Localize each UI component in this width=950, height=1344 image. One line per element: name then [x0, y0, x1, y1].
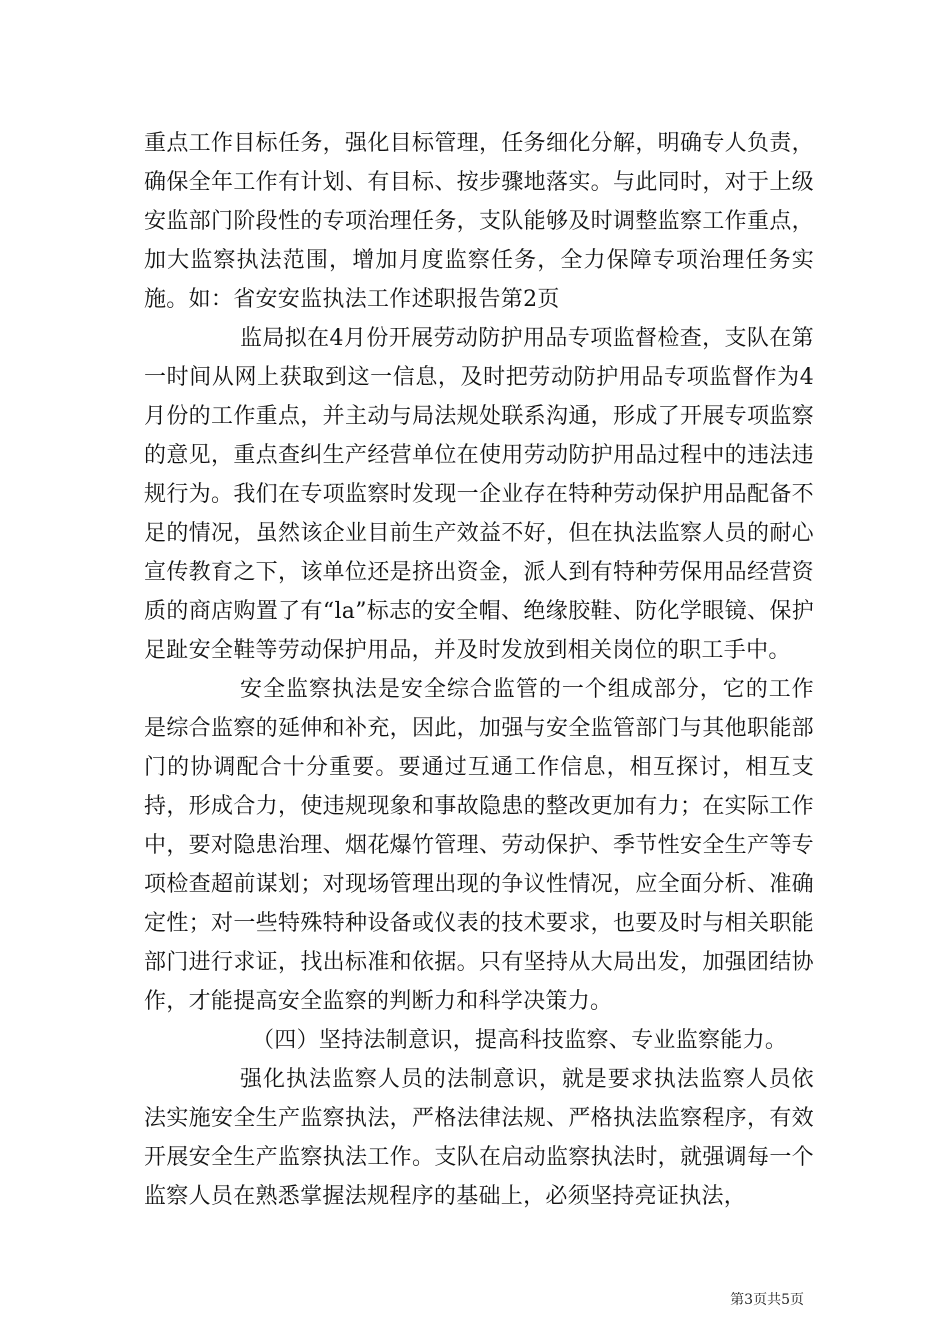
paragraph-1: 重点工作目标任务，强化目标管理，任务细化分解，明确专人负责，确保全年工作有计划、有目标、按步骤地落实。与此同时，对于上级安监部门阶段性的专项治理任务，支队能够及时调整监察工作重点，加大监察执法范围，增加月度监察任务，全力保障专项治理任务实施。如：省安安监执法工作述职报告第2页 — [144, 131, 814, 312]
document-body — [144, 124, 814, 1216]
paragraph-3: 安全监察执法是安全综合监管的一个组成部分，它的工作是综合监察的延伸和补充，因此，加强与安全监管部门与其他职能部门的协调配合十分重要。要通过互通工作信息，相互探讨，相互支持，形成合力，使违规现象和事故隐患的整改更加有力；在实际工作中，要对隐患治理、烟花爆竹管理、劳动保护、季节性安全生产等专项检查超前谋划；对现场管理出现的争议性情况，应全面分析、准确定性；对一些特殊特种设备或仪表的技术要求，也要及时与相关职能部门进行求证，找出标准和依据。只有坚持从大局出发，加强团结协作，才能提高安全监察的判断力和科学决策力。 — [144, 677, 814, 1014]
page-number-footer: 第3页共5页 — [730, 1292, 804, 1308]
paragraph-2: 监局拟在4月份开展劳动防护用品专项监督检查，支队在第一时间从网上获取到这一信息，及时把劳动防护用品专项监督作为4月份的工作重点，并主动与局法规处联系沟通，形成了开展专项监察的意见，重点查纠生产经营单位在使用劳动防护用品过程中的违法违规行为。我们在专项监察时发现一企业存在特种劳动保护用品配备不足的情况，虽然该企业目前生产效益不好，但在执法监察人员的耐心宣传教育之下，该单位还是挤出资金，派人到有特种劳保用品经营资质的商店购置了有“la”标志的安全帽、绝缘胶鞋、防化学眼镜、保护足趾安全鞋等劳动保护用品，并及时发放到相关岗位的职工手中。 — [144, 326, 814, 663]
section-heading: （四）坚持法制意识，提高科技监察、专业监察能力。 — [252, 1028, 788, 1053]
paragraph-4: 强化执法监察人员的法制意识，就是要求执法监察人员依法实施安全生产监察执法，严格法律法规、严格执法监察程序，有效开展安全生产监察执法工作。支队在启动监察执法时，就强调每一个监察人员在熟悉掌握法规程序的基础上，必须坚持亮证执法， — [144, 1067, 814, 1209]
